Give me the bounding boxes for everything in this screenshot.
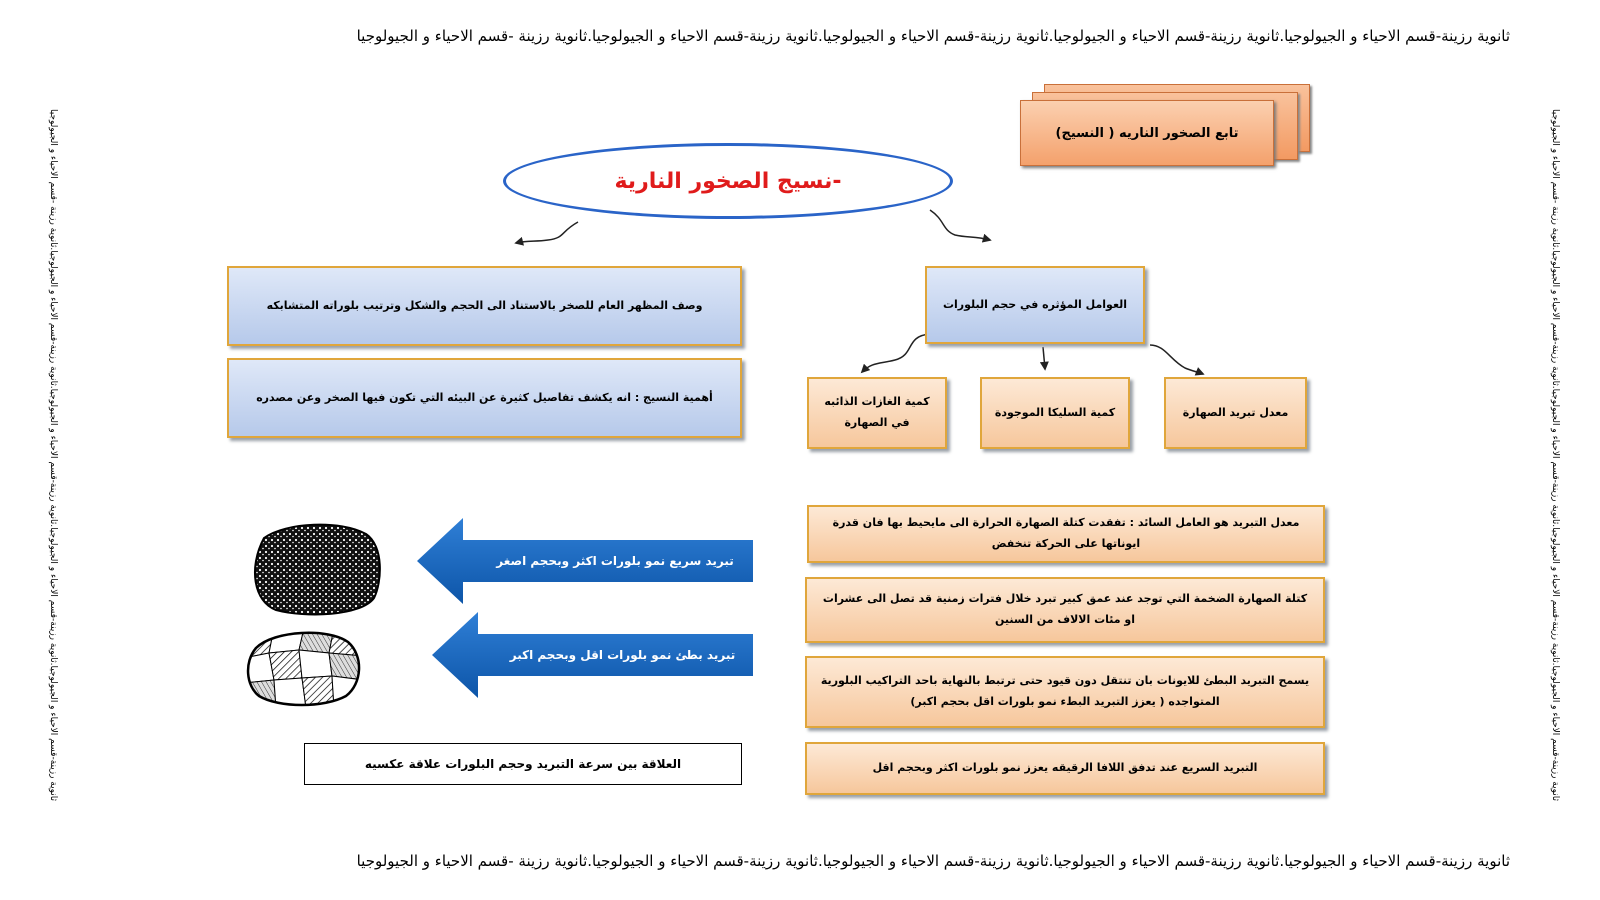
explanation-4: التبريد السريع عند تدفق اللافا الرقيقه يعزز نمو بلورات اكثر وبحجم اقل [805, 742, 1325, 795]
coarse-grained-rock-image [244, 628, 364, 708]
importance-box: أهمية النسيج : انه يكشف تفاصيل كثيرة عن البيئه التي تكون فيها الصخر وعن مصدره [227, 358, 742, 438]
arrow-left-branch [516, 222, 578, 243]
arrow-fast-cooling [417, 518, 753, 604]
watermark-bottom: ثانوية رزينة-قسم الاحياء و الجيولوجيا.ثانوية رزينة-قسم الاحياء و الجيولوجيا.ثانوية رزينة-قسم الاحياء و الجيولوجيا.ثانوية رزينة-قسم الاحياء و الجيولوجيا.ثانوية رزينة -قسم الاحياء و الجيولوجيا [356, 852, 1510, 870]
arrow-slow-label: تبريد بطئ نمو بلورات اقل وبحجم اكبر [509, 648, 736, 662]
watermark-left: ثانوية رزينة-قسم الاحياء و الجيولوجيا.ثانوية رزينة-قسم الاحياء و الجيولوجيا.ثانوية رزينة-قسم الاحياء و الجيولوجيا.ثانوية رزينة-قسم الاحياء و الجيولوجيا.ثانوية رزينة -قسم الاحياء و الجيولوجيا [48, 108, 58, 802]
main-title: -نسيج الصخور النارية [614, 168, 842, 194]
arrow-slow-cooling [432, 612, 753, 698]
factor-gases: كمية الغازات الذائبه في الصهارة [807, 377, 947, 449]
factor-silica: كمية السليكا الموجودة [980, 377, 1130, 449]
explanation-1: معدل التبريد هو العامل السائد : تفقدت كتلة الصهارة الحرارة الى مايحيط بها فان قدرة ايوناتها على الحركة تنخفض [807, 505, 1325, 563]
factors-title-box: العوامل المؤثره في حجم البلورات [925, 266, 1145, 344]
arrow-right-branch [930, 210, 990, 240]
factor-cooling-rate: معدل تبريد الصهارة [1164, 377, 1307, 449]
arrow-factor-1 [1150, 345, 1203, 374]
relation-box: العلاقة بين سرعة التبريد وحجم البلورات علاقة عكسيه [304, 743, 742, 785]
definition-box: وصف المظهر العام للصخر بالاستناد الى الحجم والشكل وترتيب بلوراته المتشابكه [227, 266, 742, 346]
explanation-3: يسمح التبريد البطئ للايونات بان تنتقل دون قيود حتى ترتبط بالنهاية باحد التراكيب البلورية المتواجده ( يعزز التبريد البطء نمو بلورات اقل بحجم اكبر) [805, 656, 1325, 728]
watermark-right: ثانوية رزينة-قسم الاحياء و الجيولوجيا.ثانوية رزينة-قسم الاحياء و الجيولوجيا.ثانوية رزينة-قسم الاحياء و الجيولوجيا.ثانوية رزينة-قسم الاحياء و الجيولوجيا.ثانوية رزينة -قسم الاحياء و الجيولوجيا [1550, 108, 1560, 802]
arrow-factor-3 [862, 334, 930, 372]
fine-grained-rock-image [246, 520, 386, 620]
explanation-2: كتلة الصهارة الضخمة التي توجد عند عمق كبير تبرد خلال فترات زمنية قد تصل الى عشرات او مئات الالاف من السنين [805, 577, 1325, 643]
arrow-factor-2 [1043, 347, 1045, 369]
watermark-top: ثانوية رزينة-قسم الاحياء و الجيولوجيا.ثانوية رزينة-قسم الاحياء و الجيولوجيا.ثانوية رزينة-قسم الاحياء و الجيولوجيا.ثانوية رزينة-قسم الاحياء و الجيولوجيا.ثانوية رزينة -قسم الاحياء و الجيولوجيا [356, 27, 1510, 45]
section-title: تابع الصخور الناريه ( النسيج) [1020, 100, 1274, 166]
arrow-fast-label: تبريد سريع نمو بلورات اكثر وبحجم اصغر [496, 554, 734, 568]
